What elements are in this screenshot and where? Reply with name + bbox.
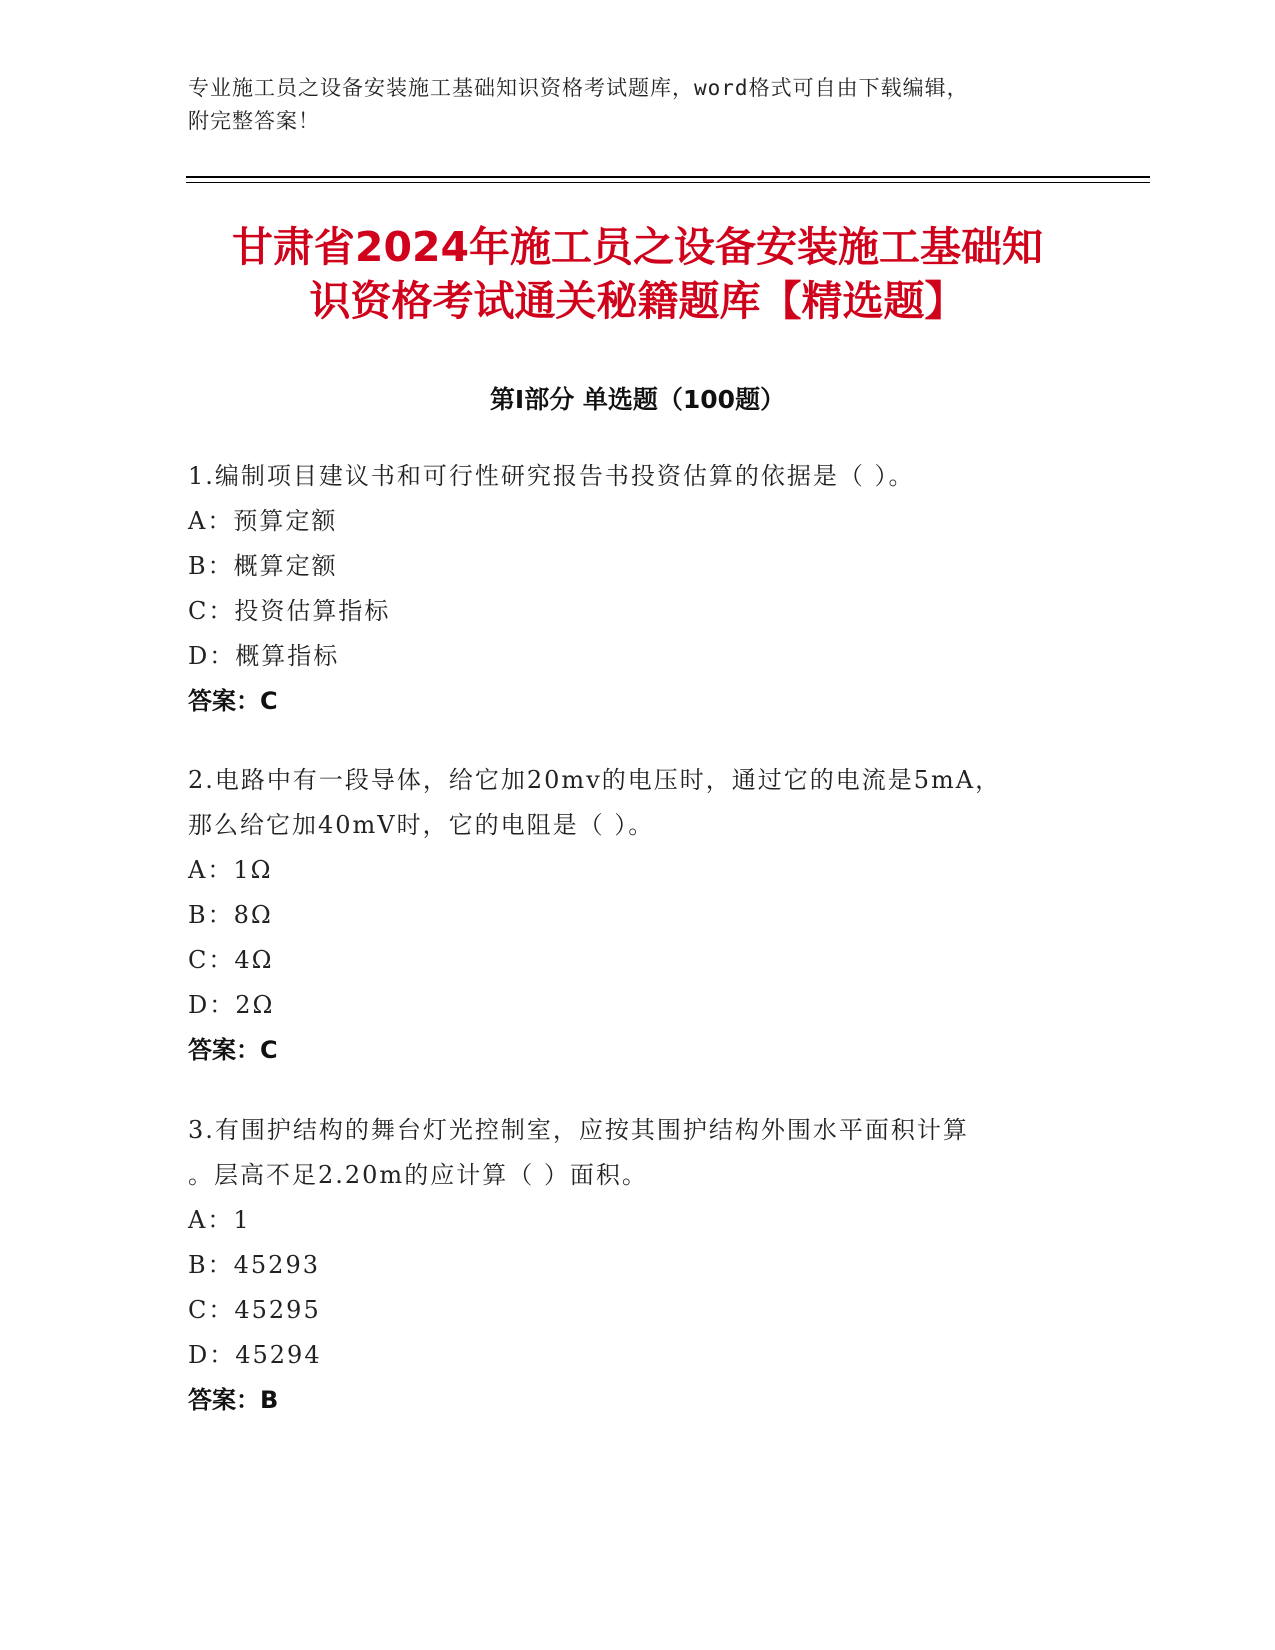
- question-stem-line1: 2.电路中有一段导体，给它加20mv的电压时，通过它的电流是5mA，: [188, 766, 1002, 794]
- option-d: [188, 634, 1068, 679]
- question-stem: 1.编制项目建议书和可行性研究报告书投资估算的依据是（ ）。: [188, 462, 915, 490]
- header-note: [188, 72, 1068, 138]
- document-title-line2: 识资格考试通关秘籍题库【精选题】: [309, 277, 966, 325]
- option-letter: D：: [188, 642, 236, 670]
- option-a: [188, 848, 1068, 893]
- question-stem-line2: 。层高不足2.20m的应计算（ ）面积。: [188, 1161, 648, 1189]
- question-stem-line1: 3.有围护结构的舞台灯光控制室，应按其围护结构外围水平面积计算: [188, 1116, 969, 1144]
- option-letter: D：: [188, 991, 236, 1019]
- question-stem-line2: 那么给它加40mV时，它的电阻是（ ）。: [188, 811, 655, 839]
- option-b: [188, 893, 1068, 938]
- option-text: 1Ω: [233, 856, 273, 884]
- option-text: 2Ω: [235, 991, 275, 1019]
- option-c: [188, 938, 1068, 983]
- header-divider-thin: [186, 182, 1150, 183]
- document-title-line1: 甘肃省2024年施工员之设备安装施工基础知: [231, 223, 1044, 271]
- answer: 答案：B: [188, 1386, 279, 1414]
- option-letter: B：: [188, 901, 234, 929]
- option-letter: C：: [188, 946, 235, 974]
- option-c: [188, 589, 1068, 634]
- document-title: [150, 220, 1125, 328]
- option-text: 预算定额: [233, 507, 338, 535]
- answer: 答案：C: [188, 1036, 278, 1064]
- option-text: 投资估算指标: [234, 597, 391, 625]
- option-letter: D：: [188, 1341, 236, 1369]
- option-letter: B：: [188, 1251, 234, 1279]
- option-text: 45293: [233, 1251, 320, 1279]
- option-letter: C：: [188, 1296, 235, 1324]
- option-letter: B：: [188, 552, 234, 580]
- header-divider-thick: [186, 176, 1150, 178]
- option-letter: C：: [188, 597, 235, 625]
- option-text: 1: [233, 1206, 251, 1234]
- option-d: [188, 983, 1068, 1028]
- header-note-line2: 附完整答案！: [188, 109, 320, 133]
- option-a: [188, 499, 1068, 544]
- option-c: [188, 1288, 1068, 1333]
- option-text: 概算指标: [235, 642, 340, 670]
- option-text: 8Ω: [233, 901, 273, 929]
- section-title: 第Ⅰ部分 单选题（100题）: [489, 385, 786, 414]
- option-letter: A：: [188, 1206, 234, 1234]
- option-d: [188, 1333, 1068, 1378]
- option-letter: A：: [188, 507, 234, 535]
- answer: 答案：C: [188, 687, 278, 715]
- option-b: [188, 1243, 1068, 1288]
- question-2: [188, 758, 1068, 1073]
- option-letter: A：: [188, 856, 234, 884]
- option-a: [188, 1198, 1068, 1243]
- question-1: [188, 454, 1068, 724]
- option-text: 45294: [235, 1341, 322, 1369]
- option-b: [188, 544, 1068, 589]
- option-text: 概算定额: [233, 552, 338, 580]
- question-3: [188, 1108, 1068, 1423]
- header-note-line1: 专业施工员之设备安装施工基础知识资格考试题库，word格式可自由下载编辑，: [188, 76, 969, 100]
- option-text: 4Ω: [234, 946, 274, 974]
- option-text: 45295: [234, 1296, 321, 1324]
